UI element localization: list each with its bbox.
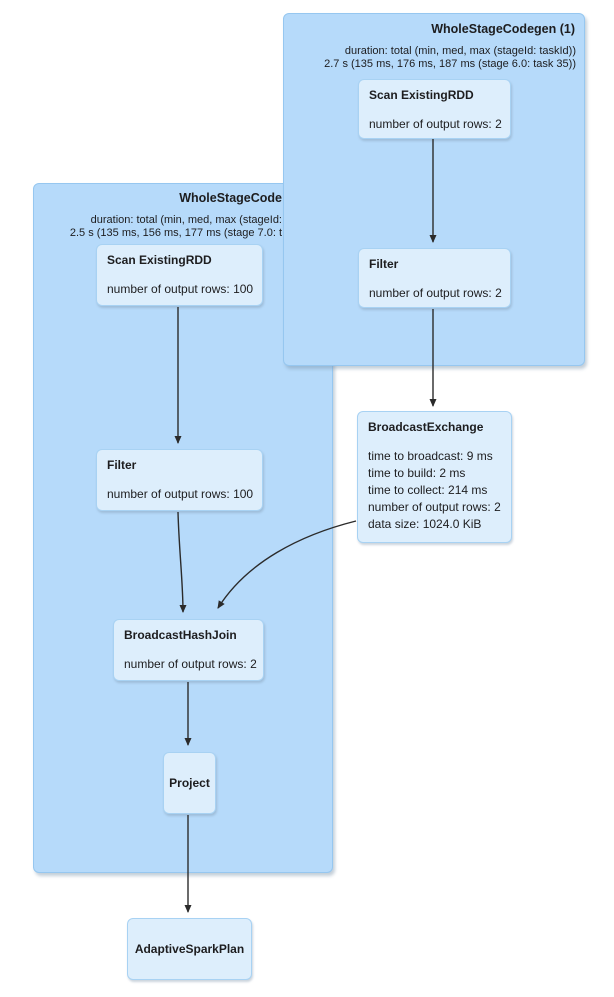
node-metric: number of output rows: 2 xyxy=(124,657,257,671)
plan-node-adaptivesparkplan[interactable] xyxy=(127,918,252,980)
node-metric: time to build: 2 ms xyxy=(368,466,466,480)
cluster-duration xyxy=(324,45,576,71)
duration-label: duration: total (min, med, max (stageId: xyxy=(90,214,282,226)
plan-node-scan-existingrdd-1[interactable] xyxy=(358,79,511,139)
plan-node-filter-1[interactable] xyxy=(358,248,511,308)
node-title: Filter xyxy=(107,458,137,472)
node-title: Scan ExistingRDD xyxy=(107,253,212,267)
plan-node-broadcasthashjoin[interactable] xyxy=(113,619,264,681)
node-metric: number of output rows: 100 xyxy=(107,487,254,501)
duration-value: 2.5 s (135 ms, 156 ms, 177 ms (stage 7.0: t xyxy=(69,227,282,239)
plan-node-project[interactable] xyxy=(163,752,216,814)
node-title: Scan ExistingRDD xyxy=(369,88,474,102)
cluster-title: WholeStageCode xyxy=(179,191,282,205)
node-metric: number of output rows: 2 xyxy=(368,500,501,514)
node-title: BroadcastHashJoin xyxy=(124,628,237,642)
node-metric: number of output rows: 100 xyxy=(107,282,254,296)
cluster-wholestagecodegen-1 xyxy=(283,13,585,366)
plan-node-filter-2[interactable] xyxy=(96,449,263,511)
plan-node-broadcastexchange[interactable] xyxy=(357,411,512,543)
node-metric: number of output rows: 2 xyxy=(369,286,502,300)
node-title: AdaptiveSparkPlan xyxy=(134,941,245,956)
plan-node-scan-existingrdd-2[interactable] xyxy=(96,244,263,306)
node-title: BroadcastExchange xyxy=(368,420,484,434)
cluster-title: WholeStageCodegen (1) xyxy=(431,22,575,36)
node-title: Project xyxy=(169,775,210,790)
cluster-duration xyxy=(70,214,282,240)
duration-label: duration: total (min, med, max (stageId: taskId)) xyxy=(344,45,576,57)
node-metric: time to broadcast: 9 ms xyxy=(368,449,493,463)
duration-value: 2.7 s (135 ms, 176 ms, 187 ms (stage 6.0: task 35)) xyxy=(324,58,576,70)
node-metric: time to collect: 214 ms xyxy=(368,483,488,497)
node-metric: data size: 1024.0 KiB xyxy=(368,517,482,531)
node-title: Filter xyxy=(369,257,399,271)
node-metric: number of output rows: 2 xyxy=(369,117,502,131)
